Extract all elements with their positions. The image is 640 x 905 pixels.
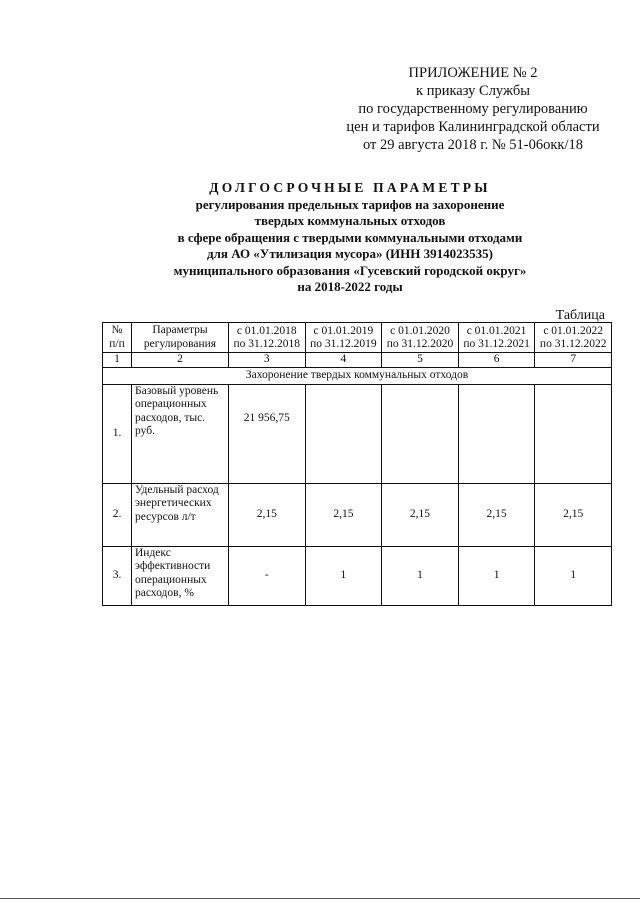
column-index: 1: [103, 353, 132, 368]
table-row: [103, 384, 612, 483]
row-param: Удельный расход энергетических ресурсов л/т: [132, 483, 229, 546]
header-param: Параметры регулирования: [132, 323, 229, 353]
title-line: регулирования предельных тарифов на захоронение: [195, 196, 505, 212]
title-line: твердых коммунальных отходов: [254, 213, 446, 228]
row-value: [535, 384, 612, 483]
row-value: 1: [382, 546, 459, 605]
appendix-line: к приказу Службы: [416, 83, 530, 99]
column-index: 4: [305, 353, 382, 368]
header-period: с 01.01.2019 по 31.12.2019: [305, 323, 382, 353]
header-period: с 01.01.2022 по 31.12.2022: [535, 323, 612, 353]
row-value: 1: [458, 546, 535, 605]
row-value: 1: [535, 546, 612, 605]
row-num: 3.: [103, 546, 132, 605]
row-value: 2,15: [458, 483, 535, 546]
section-row: [103, 367, 612, 384]
row-param: Базовый уровень операционных расходов, тыс. руб.: [132, 384, 229, 483]
title-heading: ДОЛГОСРОЧНЫЕ ПАРАМЕТРЫ: [209, 180, 491, 195]
appendix-order-date: от 29 августа 2018 г. № 51-06окк/18: [363, 137, 583, 153]
appendix-block: [330, 64, 616, 154]
title-line: для АО «Утилизация мусора» (ИНН 3914023535): [207, 246, 493, 261]
table-header-row: [103, 323, 612, 353]
appendix-line: цен и тарифов Калининградской области: [346, 119, 600, 135]
header-num: № п/п: [103, 323, 132, 353]
header-period: с 01.01.2021 по 31.12.2021: [458, 323, 535, 353]
appendix-line: по государственному регулированию: [358, 101, 588, 117]
table-row: [103, 546, 612, 605]
row-value: 2,15: [229, 483, 306, 546]
header-period: с 01.01.2020 по 31.12.2020: [382, 323, 459, 353]
header-period: с 01.01.2018 по 31.12.2018: [229, 323, 306, 353]
title-line: муниципального образования «Гусевский городской округ»: [173, 262, 527, 278]
column-index-row: [103, 353, 612, 368]
page-bottom-rule: [0, 898, 640, 899]
column-index: 2: [132, 353, 229, 368]
row-value: 1: [305, 546, 382, 605]
row-value: [305, 384, 382, 483]
column-index: 6: [458, 353, 535, 368]
appendix-title: ПРИЛОЖЕНИЕ № 2: [408, 65, 538, 81]
row-num: 1.: [103, 384, 132, 483]
row-value: 2,15: [382, 483, 459, 546]
row-value: [382, 384, 459, 483]
row-num: 2.: [103, 483, 132, 546]
row-value: 2,15: [305, 483, 382, 546]
parameters-table: [102, 322, 612, 606]
column-index: 5: [382, 353, 459, 368]
table-row: [103, 483, 612, 546]
document-title: [90, 180, 610, 296]
title-line: в сфере обращения с твердыми коммунальными отходами: [177, 229, 523, 245]
row-value: 2,15: [535, 483, 612, 546]
title-line: на 2018-2022 годы: [297, 279, 403, 294]
row-value: [458, 384, 535, 483]
row-param: Индекс эффективности операционных расходов, %: [132, 546, 229, 605]
table-caption: Таблица: [555, 308, 605, 323]
column-index: 7: [535, 353, 612, 368]
section-title: Захоронение твердых коммунальных отходов: [103, 367, 612, 384]
column-index: 3: [229, 353, 306, 368]
row-value: -: [229, 546, 306, 605]
row-value: 21 956,75: [229, 384, 306, 483]
